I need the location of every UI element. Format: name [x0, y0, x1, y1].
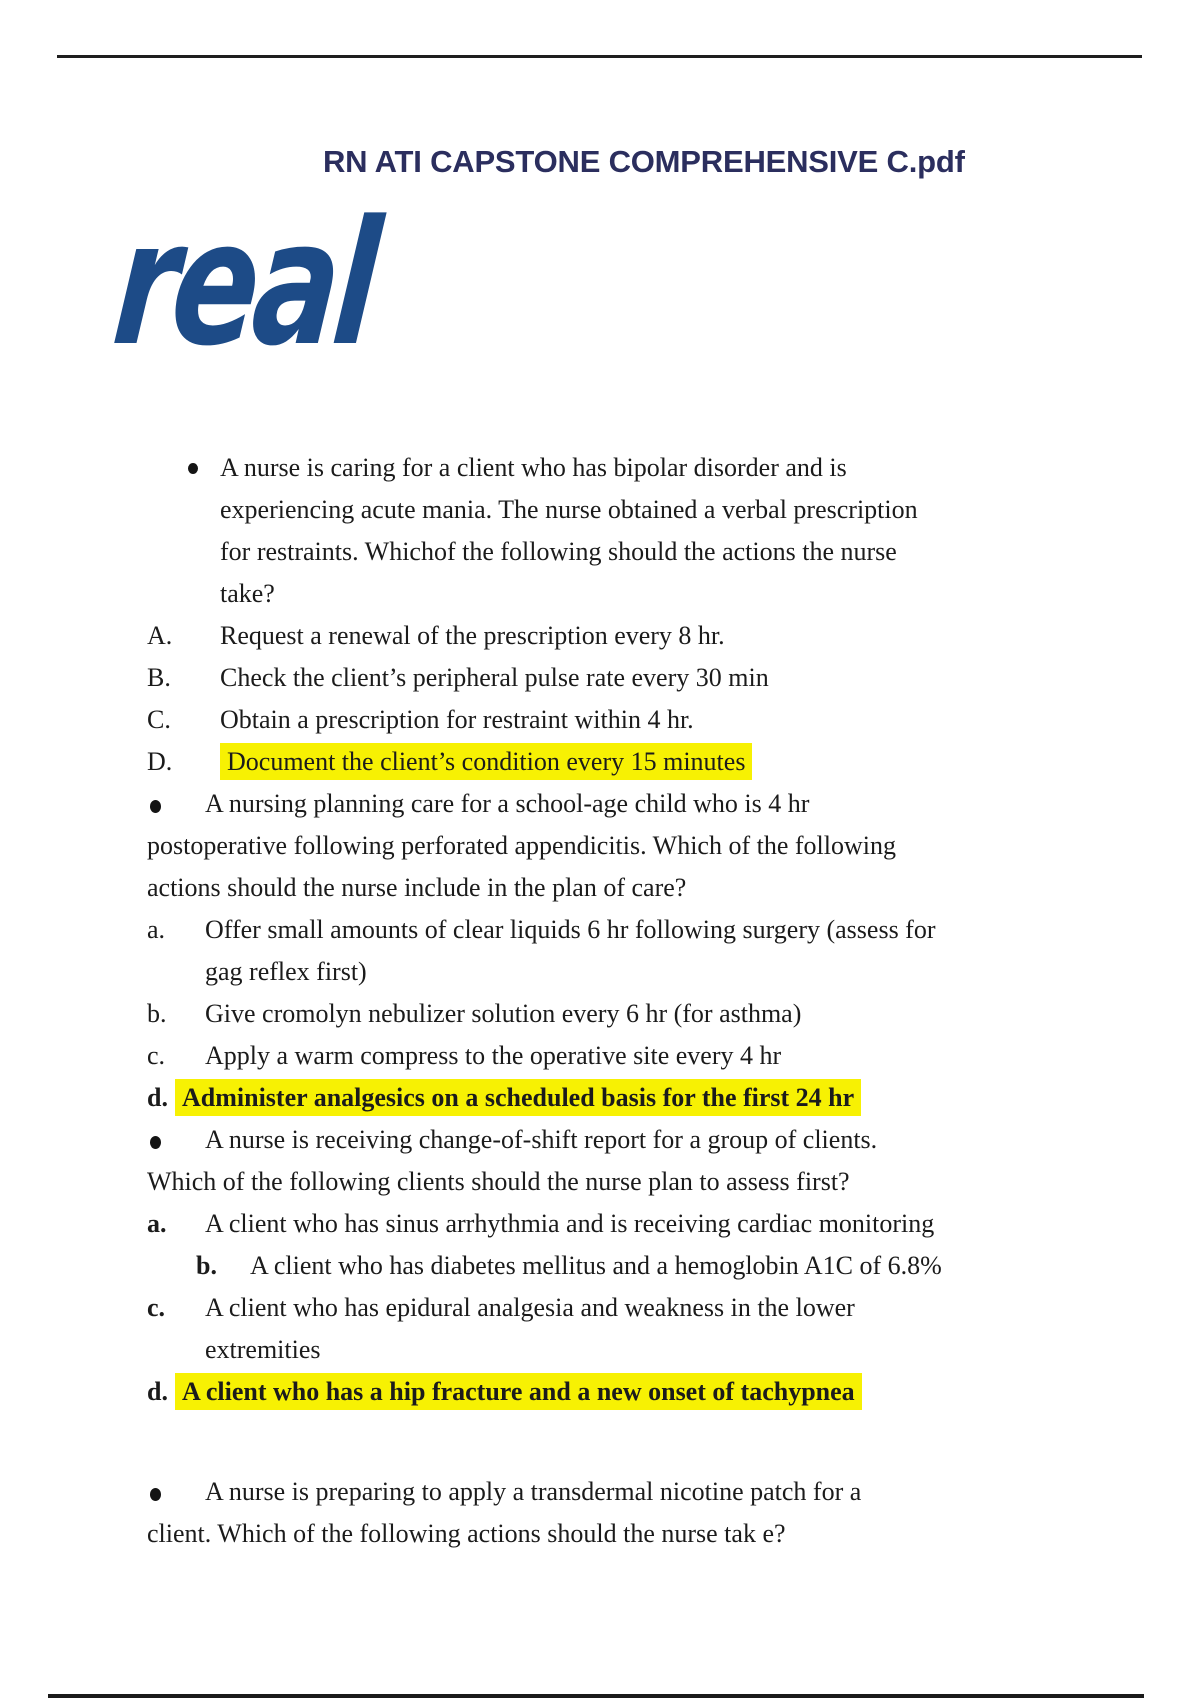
bullet-icon: [150, 1136, 161, 1149]
question-stem-line: take?: [220, 579, 275, 608]
question-stem-line: actions should the nurse include in the plan of care?: [147, 873, 687, 902]
option-text: extremities: [205, 1335, 321, 1364]
option-row: [147, 1287, 1157, 1371]
option-row: [147, 615, 1157, 657]
question-2: [147, 783, 1157, 909]
bottom-rule: [48, 1694, 1144, 1698]
question-stem-line: Which of the following clients should the nurse plan to assess first?: [147, 1167, 850, 1196]
bullet-icon: [150, 1488, 161, 1501]
option-label: B.: [147, 663, 171, 692]
page-title: RN ATI CAPSTONE COMPREHENSIVE C.pdf: [323, 144, 965, 179]
question-1: [147, 447, 1157, 615]
option-text: A client who has epidural analgesia and weakness in the lower: [205, 1293, 855, 1322]
option-label: A.: [147, 621, 173, 650]
bullet-icon: [188, 463, 198, 474]
question-stem-line: experiencing acute mania. The nurse obtained a verbal prescription: [220, 495, 918, 524]
option-label: d.: [147, 1083, 168, 1112]
option-label: a.: [147, 915, 166, 944]
option-row: [147, 1203, 1157, 1245]
document-body: [147, 447, 1157, 1555]
question-stem-line: client. Which of the following actions should the nurse tak e?: [147, 1519, 786, 1548]
question-stem-line: A nurse is caring for a client who has bipolar disorder and is: [220, 453, 847, 482]
option-label: d.: [147, 1377, 168, 1406]
option-row: [147, 993, 1157, 1035]
option-row: [147, 657, 1157, 699]
option-label: b.: [147, 999, 167, 1028]
option-text: gag reflex first): [205, 957, 367, 986]
question-stem-line: A nurse is receiving change-of-shift report for a group of clients.: [205, 1125, 878, 1154]
question-4: [147, 1471, 1157, 1555]
option-label: D.: [147, 747, 173, 776]
option-row: [147, 1035, 1157, 1077]
question-stem-line: A nursing planning care for a school-age child who is 4 hr: [205, 789, 810, 818]
option-row-answer: [147, 741, 1157, 783]
option-text: Apply a warm compress to the operative site every 4 hr: [205, 1041, 782, 1070]
option-text: Give cromolyn nebulizer solution every 6 hr (for asthma): [205, 999, 802, 1028]
option-label: c.: [147, 1293, 166, 1322]
highlighted-answer: A client who has a hip fracture and a new onset of tachypnea: [175, 1373, 862, 1410]
option-row: [147, 909, 1157, 993]
highlighted-answer: Administer analgesics on a scheduled basis for the first 24 hr: [175, 1079, 861, 1116]
question-stem-line: A nurse is preparing to apply a transdermal nicotine patch for a: [205, 1477, 862, 1506]
option-text: A client who has diabetes mellitus and a hemoglobin A1C of 6.8%: [250, 1251, 942, 1280]
top-rule: [57, 55, 1142, 58]
option-text: Offer small amounts of clear liquids 6 hr following surgery (assess for: [205, 915, 936, 944]
option-label: a.: [147, 1209, 167, 1238]
option-label: b.: [196, 1251, 217, 1280]
question-stem-line: for restraints. Whichof the following should the actions the nurse: [220, 537, 897, 566]
option-row: [147, 699, 1157, 741]
option-text: Obtain a prescription for restraint within 4 hr.: [220, 705, 694, 734]
option-label: C.: [147, 705, 171, 734]
option-row-answer: [147, 1371, 1157, 1413]
real-logo: real: [106, 183, 383, 384]
question-stem-line: postoperative following perforated appendicitis. Which of the following: [147, 831, 896, 860]
option-row: [196, 1245, 1157, 1287]
option-text: Check the client’s peripheral pulse rate every 30 min: [220, 663, 769, 692]
bullet-icon: [150, 800, 161, 813]
option-label: c.: [147, 1041, 166, 1070]
option-text: A client who has sinus arrhythmia and is receiving cardiac monitoring: [205, 1209, 935, 1238]
option-row-answer: [147, 1077, 1157, 1119]
question-3: [147, 1119, 1157, 1203]
highlighted-answer: Document the client’s condition every 15 minutes: [220, 743, 752, 780]
option-text: Request a renewal of the prescription every 8 hr.: [220, 621, 725, 650]
